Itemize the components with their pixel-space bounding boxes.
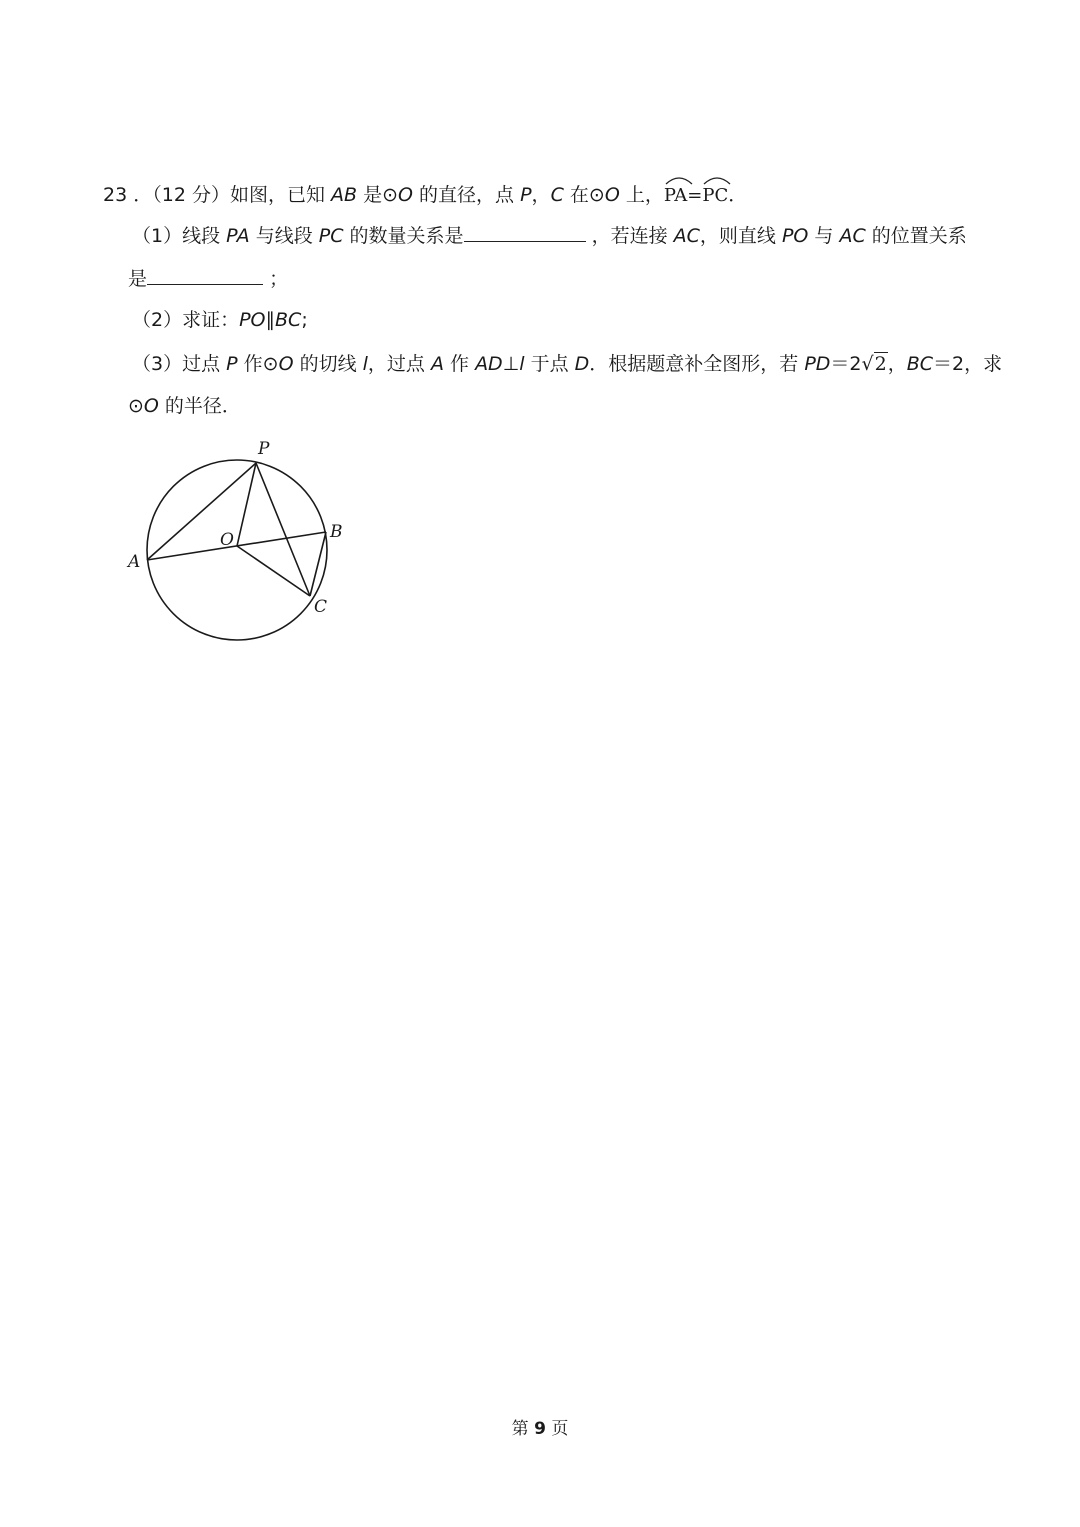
- question-score: （12 分）: [152, 184, 230, 206]
- question-number: 23: [103, 184, 128, 206]
- sqrt-expression: √2: [861, 353, 887, 375]
- answer-blank-2[interactable]: [147, 266, 263, 285]
- label-c: C: [314, 597, 328, 617]
- part3-line2: ⊙O 的半径．: [128, 395, 241, 417]
- arc-pa: PA: [664, 184, 687, 208]
- arc-pc: PC: [702, 184, 728, 208]
- arc-mark-icon: [702, 175, 732, 185]
- circle-o: [147, 460, 327, 640]
- label-a: A: [128, 552, 141, 572]
- part2-line: （2）求证：PO∥BC;: [132, 309, 308, 331]
- segment-op: [237, 463, 256, 546]
- label-o: O: [220, 530, 234, 550]
- answer-blank-1[interactable]: [464, 223, 586, 242]
- question-stem: 23 ．（12 分）如图，已知 AB 是⊙O 的直径，点 P，C 在⊙O 上， PA= PC．: [103, 183, 747, 208]
- page-number: 9: [534, 1419, 546, 1439]
- part3-line1: （3）过点 P 作⊙O 的切线 l，过点 A 作 AD⊥l 于点 D．根据题意补全图形，若 PD＝2√2，BC＝2，求: [132, 353, 1003, 375]
- label-b: B: [330, 522, 343, 542]
- part1-line1: （1）线段 PA 与线段 PC 的数量关系是 ，若连接 AC，则直线 PO 与 AC 的位置关系: [132, 225, 967, 247]
- part1-line2: 是 ；: [128, 268, 289, 290]
- page-footer: 第 9 页: [511, 1419, 569, 1439]
- circle-geometry-figure: [118, 430, 358, 645]
- radical-icon: √: [861, 353, 874, 375]
- segment-bc: [310, 532, 326, 596]
- segment-pc: [256, 463, 310, 596]
- label-p: P: [258, 439, 270, 459]
